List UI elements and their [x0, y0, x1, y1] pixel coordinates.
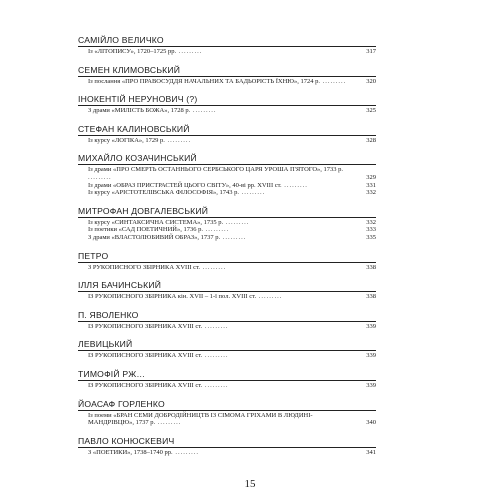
entry-page-number: 320 — [366, 77, 376, 85]
dot-leader: ......... — [172, 448, 199, 456]
toc-entry[interactable] — [78, 166, 376, 181]
entry-title: Із курсу «АРІСТОТЕЛІВСЬКА ФІЛОСОФІЯ», 1743 р. — [88, 189, 239, 197]
toc-section — [78, 197, 376, 242]
author-name: ІНОКЕНТІЙ НЕРУНОВИЧ (?) — [78, 94, 198, 105]
entry-title: Із драми «ОБРАЗ ПРИСТРАСТЕЙ ЦЬОГО СВІТУ», 40-ві рр. XVIII ст. — [88, 181, 282, 189]
author-name: МИХАЙЛО КОЗАЧИНСЬКИЙ — [78, 153, 197, 164]
dot-leader: ......... — [202, 322, 229, 330]
section-rule — [78, 447, 376, 448]
toc-entry[interactable] — [78, 412, 376, 427]
entry-page-number: 338 — [366, 293, 376, 301]
entry-page-number: 341 — [366, 448, 376, 456]
dot-leader: ......... — [200, 263, 227, 271]
section-rule — [78, 291, 376, 292]
section-rule — [78, 410, 376, 411]
entry-title: З драми «ВЛАСТОЛЮБИВИЙ ОБРАЗ», 1737 р. — [88, 233, 221, 241]
entry-title: Із «ЛІТОПИСУ», 1720–1725 рр. — [88, 48, 177, 55]
author-name: СТЕФАН КАЛИНОВСЬКИЙ — [78, 123, 190, 134]
toc-section — [78, 144, 376, 196]
dot-leader: ......... — [164, 136, 192, 144]
author-name: ТИМОФІЙ РЖ… — [78, 368, 146, 379]
author-name: П. ЯВОЛЕНКО — [78, 309, 139, 320]
toc-entry[interactable] — [78, 449, 376, 457]
entry-title: Із курсу «СИНТАКСИЧНА СИСТЕМА», 1735 р. — [88, 218, 224, 226]
entry-page-number: 329 — [366, 173, 376, 181]
toc-entry[interactable] — [78, 234, 376, 242]
entry-page-number: 340 — [366, 419, 376, 427]
dot-leader: ......... — [176, 48, 203, 55]
entry-title: ІЗ РУКОПИСНОГО ЗБІРНИКА XVIII ст. — [88, 352, 203, 360]
section-rule — [78, 321, 376, 322]
dot-leader: ......... — [238, 189, 266, 197]
dot-leader: ......... — [202, 381, 229, 389]
entry-page-number: 338 — [366, 263, 376, 271]
author-name: МИТРОФАН ДОВГАЛЕВСЬКИЙ — [78, 205, 209, 216]
dot-leader: ......... — [281, 181, 308, 189]
entry-title: З драми «МИЛІСТЬ БОЖА», 1728 р. — [88, 107, 191, 115]
entry-title: Із драми «ПРО СМЕРТЬ ОСТАННЬОГО СЕРБСЬКОГО ЦАРЯ УРОША П'ЯТОГО», 1733 р. — [88, 166, 344, 174]
section-rule — [78, 217, 376, 218]
entry-page-number: 339 — [366, 322, 376, 330]
entry-title: ІЗ РУКОПИСНОГО ЗБІРНИКА XVIII ст. — [88, 381, 203, 389]
toc-entry[interactable] — [78, 226, 376, 234]
entry-page-number: 335 — [366, 233, 376, 241]
toc-entry[interactable] — [78, 107, 376, 115]
dot-leader: ......... — [223, 218, 250, 226]
entry-title: З «ПОЕТИКИ», 1738–1740 рр. — [88, 448, 173, 456]
section-rule — [78, 135, 376, 136]
toc-entry[interactable] — [78, 264, 376, 272]
toc-section — [78, 242, 376, 272]
author-name: СЕМЕН КЛИМОВСЬКИЙ — [78, 64, 181, 75]
table-of-contents — [78, 30, 376, 456]
dot-leader: ......... — [190, 107, 217, 115]
author-name: ПАВЛО КОНЮСКЕВИЧ — [78, 435, 175, 446]
toc-section — [78, 271, 376, 301]
section-rule — [78, 105, 376, 106]
author-name: САМІЙЛО ВЕЛИЧКО — [78, 35, 164, 45]
toc-section — [78, 30, 376, 56]
entry-title: З РУКОПИСНОГО ЗБІРНИКА XVIII ст. — [88, 263, 201, 271]
toc-entry[interactable] — [78, 182, 376, 190]
entry-page-number: 331 — [366, 181, 376, 189]
entry-title: Із поетики «САД ПОЕТИЧНИЙ», 1736 р. — [88, 226, 203, 234]
entry-page-number: 317 — [366, 48, 376, 55]
section-rule — [78, 350, 376, 351]
toc-section — [78, 301, 376, 331]
toc-entry[interactable] — [78, 48, 376, 56]
entry-page-number: 332 — [366, 189, 376, 197]
entry-title: ІЗ РУКОПИСНОГО ЗБІРНИКА кін. XVII – 1-ї пол. XVIII ст. — [88, 293, 257, 301]
dot-leader: ......... — [256, 293, 283, 301]
section-rule — [78, 380, 376, 381]
author-name: ПЕТРО — [78, 250, 109, 261]
section-rule — [78, 76, 376, 77]
entry-title: Із курсу «ЛОГІКА», 1729 р. — [88, 136, 165, 144]
entry-title: ІЗ РУКОПИСНОГО ЗБІРНИКА XVIII ст. — [88, 322, 203, 330]
section-rule — [78, 262, 376, 263]
toc-entry[interactable] — [78, 189, 376, 197]
entry-page-number: 325 — [366, 107, 376, 115]
entry-page-number: 328 — [366, 136, 376, 144]
toc-entry[interactable] — [78, 137, 376, 145]
toc-section — [78, 427, 376, 457]
page-number: 15 — [244, 478, 256, 490]
toc-entry[interactable] — [78, 78, 376, 86]
toc-section — [78, 330, 376, 360]
dot-leader: ......... — [220, 233, 247, 241]
toc-section — [78, 85, 376, 115]
author-name: ЙОАСАФ ГОРЛЕНКО — [78, 398, 165, 409]
entry-page-number: 339 — [366, 381, 376, 389]
entry-title: Із послання «ПРО ПРАВОСУДДЯ НАЧАЛЬНИХ ТА БАДЬОРІСТЬ ЇХНЮ», 1724 р. — [88, 77, 320, 85]
entry-page-number: 333 — [366, 226, 376, 234]
entry-page-number: 332 — [366, 218, 376, 226]
toc-section — [78, 56, 376, 86]
toc-entry[interactable] — [78, 323, 376, 331]
author-name: ЛЕВИЦЬКИЙ — [78, 339, 133, 350]
dot-leader: ......... — [202, 226, 230, 234]
toc-entry[interactable] — [78, 293, 376, 301]
toc-section — [78, 360, 376, 390]
entry-page-number: 339 — [366, 352, 376, 360]
section-rule — [78, 46, 376, 47]
dot-leader: ......... — [155, 419, 182, 427]
dot-leader: ......... — [202, 352, 229, 360]
section-rule — [78, 164, 376, 165]
author-name: ІЛЛЯ БАЧИНСЬКИЙ — [78, 280, 162, 291]
toc-entry[interactable] — [78, 352, 376, 360]
toc-section — [78, 390, 376, 427]
dot-leader: ......... — [319, 77, 347, 85]
entry-title: Із поеми «БРАН СЕМИ ДОБРОДІЙНИЦТВ ІЗ СІМОМА ГРІХАМИ В ЛЮДИНІ-МАНДРІВЦЮ», 1737 р. — [88, 411, 313, 427]
toc-section — [78, 115, 376, 145]
dot-leader: ......... — [88, 173, 112, 181]
toc-entry[interactable] — [78, 382, 376, 390]
